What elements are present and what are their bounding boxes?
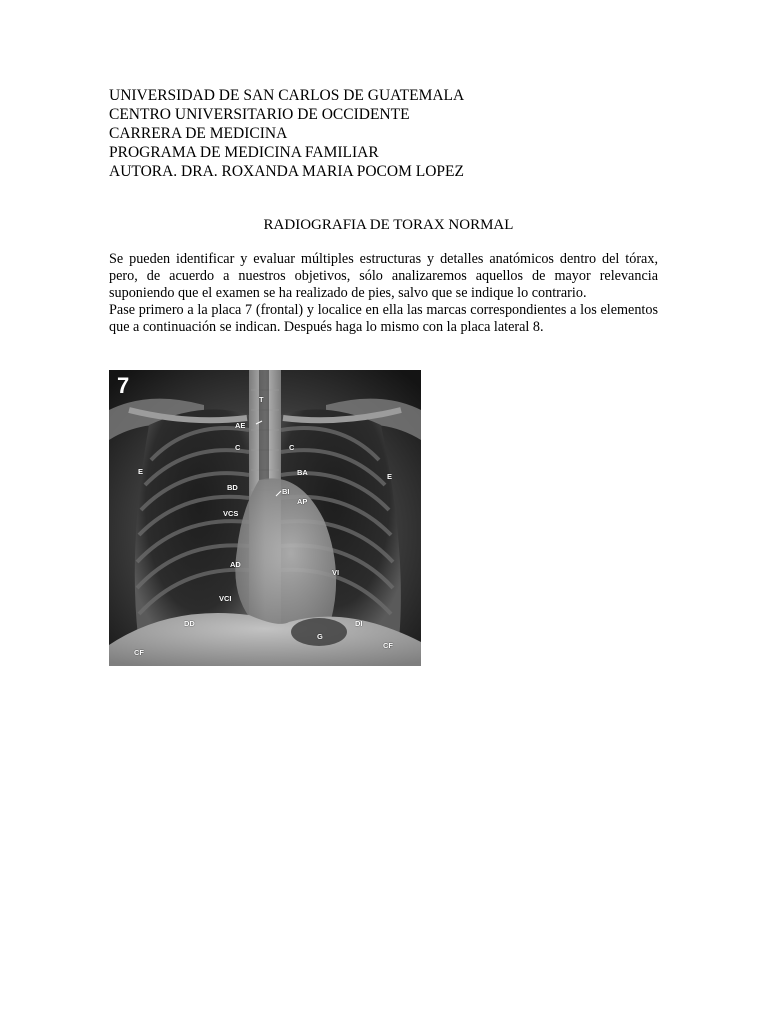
label-e-right: E (387, 472, 393, 481)
label-ad: AD (230, 560, 241, 569)
label-c-right: C (289, 443, 295, 452)
label-e-left: E (138, 467, 144, 476)
label-bi: BI (282, 487, 290, 496)
xray-image (109, 370, 421, 666)
author-line: AUTORA. DRA. ROXANDA MARIA POCOM LOPEZ (109, 163, 464, 180)
document-title: RADIOGRAFIA DE TORAX NORMAL (263, 217, 514, 233)
label-cf-right: CF (383, 641, 393, 650)
label-dd: DD (184, 619, 195, 628)
university-name: UNIVERSIDAD DE SAN CARLOS DE GUATEMALA (109, 87, 465, 104)
intro-paragraph: Se pueden identificar y evaluar múltiples estructuras y detalles anatómicos dentro del tórax, pero, de acuerdo a nuestros objetivos, sólo analizaremos aquellos de mayor relevancia suponiendo que el examen se ha realizado de pies, salvo que se indique lo contrario. (109, 251, 658, 301)
label-ba: BA (297, 468, 308, 477)
label-ap: AP (297, 497, 308, 506)
document-header (109, 86, 464, 181)
label-vcs: VCS (223, 509, 239, 518)
label-c-left: C (235, 443, 241, 452)
label-trachea: T (259, 395, 264, 404)
label-aorta-esophagus: AE (235, 421, 246, 430)
instruction-paragraph: Pase primero a la placa 7 (frontal) y localice en ella las marcas correspondientes a los elementos que a continuación se indican. Después haga lo mismo con la placa lateral 8. (109, 302, 658, 335)
label-vi: VI (332, 568, 340, 577)
label-cf-left: CF (134, 648, 144, 657)
plate-number: 7 (117, 373, 130, 398)
program-name: PROGRAMA DE MEDICINA FAMILIAR (109, 144, 379, 161)
body-text (109, 251, 658, 336)
label-g: G (317, 632, 323, 641)
center-name: CENTRO UNIVERSITARIO DE OCCIDENTE (109, 106, 410, 123)
chest-xray-plate-7 (109, 370, 421, 666)
label-vci: VCI (219, 594, 232, 603)
label-bd: BD (227, 483, 238, 492)
label-di: DI (355, 619, 363, 628)
career-name: CARRERA DE MEDICINA (109, 125, 288, 142)
